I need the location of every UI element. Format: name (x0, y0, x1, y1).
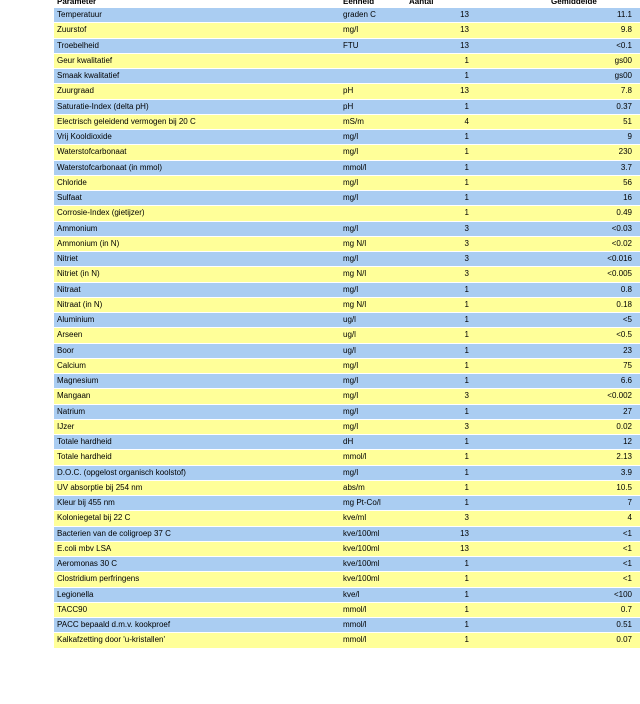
cell-eenheid: abs/m (343, 482, 365, 492)
cell-gemiddelde: 16 (623, 193, 632, 202)
cell-aantal: 1 (464, 71, 469, 80)
table-row (54, 8, 640, 23)
table-row (54, 374, 640, 389)
table-row (54, 496, 640, 511)
table-row (54, 603, 640, 618)
table-row (54, 115, 640, 130)
table-row (54, 511, 640, 526)
cell-gemiddelde: 27 (623, 406, 632, 416)
cell-gemiddelde: <5 (622, 315, 632, 324)
cell-parameter: Boor (57, 345, 74, 355)
cell-parameter: E.coli mbv LSA (57, 543, 112, 553)
cell-aantal: 3 (464, 421, 469, 431)
table-row (54, 435, 640, 450)
cell-gemiddelde: <0.03 (611, 223, 632, 233)
cell-eenheid: mg/l (343, 284, 359, 294)
cell-gemiddelde: 7 (627, 498, 632, 507)
cell-eenheid: mS/m (343, 116, 364, 126)
cell-gemiddelde: <0.002 (607, 391, 632, 401)
cell-gemiddelde: gs00 (614, 55, 632, 65)
cell-eenheid: mg Pt-Co/l (343, 498, 381, 507)
cell-parameter: Nitriet (in N) (57, 269, 100, 279)
table-header (54, 0, 640, 8)
cell-parameter: Chloride (57, 177, 87, 187)
cell-aantal: 1 (464, 482, 469, 492)
cell-parameter: IJzer (57, 421, 75, 431)
cell-gemiddelde: 3.9 (620, 467, 632, 477)
cell-eenheid: dH (343, 437, 354, 446)
cell-aantal: 13 (460, 10, 469, 19)
cell-gemiddelde: 23 (623, 345, 632, 355)
cell-eenheid: pH (343, 101, 354, 111)
table-row (54, 466, 640, 481)
cell-parameter: Waterstofcarbonaat (in mmol) (57, 162, 163, 172)
cell-aantal: 13 (460, 40, 469, 50)
table-row (54, 161, 640, 176)
cell-aantal: 1 (464, 498, 469, 507)
cell-parameter: Clostridium perfringens (57, 574, 140, 584)
table-row (54, 100, 640, 115)
cell-aantal: 1 (464, 193, 469, 202)
table-row (54, 145, 640, 160)
cell-parameter: Ammonium (57, 223, 98, 233)
cell-parameter: Kalkafzetting door 'u-kristallen' (57, 635, 165, 645)
cell-aantal: 1 (464, 132, 469, 141)
table-row (54, 328, 640, 343)
cell-parameter: Totale hardheid (57, 452, 112, 462)
cell-aantal: 1 (464, 376, 469, 385)
cell-eenheid: kve/100ml (343, 543, 380, 553)
cell-parameter: Zuurstof (57, 25, 87, 35)
table-row (54, 237, 640, 252)
table-row (54, 252, 640, 267)
cell-aantal: 1 (464, 604, 469, 614)
table-row (54, 405, 640, 420)
cell-eenheid: mg/l (343, 25, 359, 35)
cell-eenheid: kve/100ml (343, 559, 380, 568)
cell-eenheid: mg/l (343, 132, 359, 141)
cell-aantal: 13 (460, 543, 469, 553)
cell-eenheid: mg N/l (343, 269, 367, 279)
cell-aantal: 3 (464, 238, 469, 248)
cell-aantal: 13 (460, 86, 469, 96)
cell-parameter: Aeromonas 30 C (57, 559, 118, 568)
table-row (54, 222, 640, 237)
cell-gemiddelde: <0.016 (607, 254, 632, 263)
table-row (54, 527, 640, 542)
cell-parameter: Smaak kwalitatief (57, 71, 120, 80)
cell-parameter: Zuurgraad (57, 86, 94, 96)
cell-parameter: Koloniegetal bij 22 C (57, 513, 131, 523)
cell-eenheid: graden C (343, 10, 376, 19)
cell-gemiddelde: 0.8 (620, 284, 632, 294)
cell-aantal: 1 (464, 452, 469, 462)
cell-eenheid: ug/l (343, 345, 356, 355)
cell-eenheid: mg/l (343, 376, 359, 385)
cell-parameter: PACC bepaald d.m.v. kookproef (57, 620, 171, 629)
cell-aantal: 1 (464, 620, 469, 629)
cell-parameter: Ammonium (in N) (57, 238, 120, 248)
cell-aantal: 1 (464, 635, 469, 645)
table-row (54, 633, 640, 648)
cell-parameter: Sulfaat (57, 193, 82, 202)
table-row (54, 359, 640, 374)
cell-parameter: Temperatuur (57, 10, 102, 19)
cell-gemiddelde: <0.02 (611, 238, 632, 248)
cell-aantal: 1 (464, 330, 469, 340)
table-row (54, 450, 640, 465)
table-row (54, 191, 640, 206)
cell-eenheid: mg N/l (343, 299, 367, 309)
table-row (54, 389, 640, 404)
cell-gemiddelde: 9 (627, 132, 632, 141)
cell-parameter: Mangaan (57, 391, 91, 401)
cell-gemiddelde: 0.37 (616, 101, 632, 111)
cell-gemiddelde: 2.13 (616, 452, 632, 462)
cell-eenheid: mmol/l (343, 452, 367, 462)
cell-eenheid: mmol/l (343, 604, 367, 614)
cell-aantal: 1 (464, 162, 469, 172)
cell-eenheid: kve/100ml (343, 574, 380, 584)
cell-gemiddelde: gs00 (614, 71, 632, 80)
cell-gemiddelde: <1 (622, 543, 632, 553)
cell-parameter: Arseen (57, 330, 83, 340)
cell-gemiddelde: 3.7 (620, 162, 632, 172)
header-gemiddelde: Gemiddelde (551, 0, 597, 6)
cell-eenheid: mg/l (343, 193, 359, 202)
cell-parameter: Waterstofcarbonaat (57, 147, 127, 157)
cell-eenheid: mg N/l (343, 238, 367, 248)
cell-gemiddelde: 10.5 (616, 482, 632, 492)
table-row (54, 313, 640, 328)
cell-parameter: Aluminium (57, 315, 95, 324)
table-row (54, 206, 640, 221)
cell-gemiddelde: 230 (618, 147, 632, 157)
cell-parameter: Kleur bij 455 nm (57, 498, 115, 507)
cell-aantal: 3 (464, 254, 469, 263)
cell-parameter: Vrij Kooldioxide (57, 132, 112, 141)
cell-parameter: Saturatie-Index (delta pH) (57, 101, 149, 111)
cell-gemiddelde: 7.8 (620, 86, 632, 96)
cell-eenheid: mg/l (343, 177, 359, 187)
table-row (54, 542, 640, 557)
cell-gemiddelde: <1 (622, 574, 632, 584)
cell-eenheid: mg/l (343, 147, 359, 157)
table-row (54, 283, 640, 298)
cell-eenheid: pH (343, 86, 354, 96)
cell-gemiddelde: 4 (627, 513, 632, 523)
cell-aantal: 3 (464, 269, 469, 279)
cell-aantal: 1 (464, 147, 469, 157)
cell-gemiddelde: 11.1 (617, 10, 632, 19)
cell-aantal: 1 (464, 467, 469, 477)
cell-aantal: 3 (464, 223, 469, 233)
table-row (54, 267, 640, 282)
table-row (54, 618, 640, 633)
cell-gemiddelde: 12 (623, 437, 632, 446)
cell-gemiddelde: <1 (622, 559, 632, 568)
table-row (54, 481, 640, 496)
table-body (54, 8, 640, 649)
cell-gemiddelde: <100 (613, 589, 632, 599)
header-aantal: Aantal (409, 0, 434, 6)
cell-aantal: 1 (464, 55, 469, 65)
cell-gemiddelde: <0.5 (616, 330, 632, 340)
cell-parameter: D.O.C. (opgelost organisch koolstof) (57, 467, 186, 477)
cell-parameter: Legionella (57, 589, 94, 599)
cell-eenheid: mg/l (343, 406, 359, 416)
table-row (54, 344, 640, 359)
table-row (54, 84, 640, 99)
cell-gemiddelde: 9.8 (620, 25, 632, 35)
cell-aantal: 1 (464, 299, 469, 309)
cell-aantal: 1 (464, 284, 469, 294)
cell-aantal: 1 (464, 315, 469, 324)
cell-eenheid: mmol/l (343, 635, 367, 645)
cell-eenheid: kve/100ml (343, 528, 380, 538)
cell-aantal: 1 (464, 406, 469, 416)
cell-aantal: 3 (464, 391, 469, 401)
cell-parameter: Troebelheid (57, 40, 99, 50)
cell-eenheid: mg/l (343, 467, 359, 477)
cell-parameter: Natrium (57, 406, 86, 416)
table-row (54, 572, 640, 587)
cell-parameter: Nitraat (57, 284, 81, 294)
cell-eenheid: FTU (343, 40, 359, 50)
cell-gemiddelde: 0.49 (616, 208, 632, 218)
cell-gemiddelde: 0.18 (616, 299, 632, 309)
cell-gemiddelde: 0.51 (616, 620, 632, 629)
water-quality-table (54, 0, 640, 649)
cell-gemiddelde: 0.7 (620, 604, 632, 614)
cell-gemiddelde: <0.005 (607, 269, 632, 279)
table-row (54, 588, 640, 603)
cell-parameter: Calcium (57, 360, 86, 370)
cell-gemiddelde: 51 (623, 116, 632, 126)
cell-gemiddelde: <1 (622, 528, 632, 538)
cell-gemiddelde: 56 (623, 177, 632, 187)
cell-parameter: Totale hardheid (57, 437, 112, 446)
cell-eenheid: mg/l (343, 360, 359, 370)
cell-eenheid: mmol/l (343, 620, 367, 629)
cell-eenheid: ug/l (343, 315, 356, 324)
cell-aantal: 1 (464, 360, 469, 370)
cell-gemiddelde: 75 (623, 360, 632, 370)
cell-eenheid: kve/l (343, 589, 360, 599)
cell-aantal: 1 (464, 101, 469, 111)
table-row (54, 557, 640, 572)
cell-aantal: 1 (464, 574, 469, 584)
cell-gemiddelde: 6.6 (620, 376, 632, 385)
cell-eenheid: mg/l (343, 254, 359, 263)
cell-gemiddelde: 0.02 (616, 421, 632, 431)
cell-aantal: 1 (464, 208, 469, 218)
cell-aantal: 1 (464, 589, 469, 599)
table-row (54, 69, 640, 84)
header-eenheid: Eenheid (343, 0, 375, 6)
cell-eenheid: mg/l (343, 223, 359, 233)
cell-parameter: TACC90 (57, 604, 88, 614)
cell-parameter: Electrisch geleidend vermogen bij 20 C (57, 116, 196, 126)
table-row (54, 420, 640, 435)
cell-aantal: 1 (464, 177, 469, 187)
cell-gemiddelde: 0.07 (616, 635, 632, 645)
cell-parameter: Bacterien van de coligroep 37 C (57, 528, 171, 538)
cell-parameter: UV absorptie bij 254 nm (57, 482, 143, 492)
cell-parameter: Magnesium (57, 376, 99, 385)
cell-eenheid: mmol/l (343, 162, 367, 172)
table-row (54, 54, 640, 69)
cell-aantal: 13 (460, 528, 469, 538)
cell-aantal: 1 (464, 559, 469, 568)
cell-gemiddelde: <0.1 (616, 40, 632, 50)
table-row (54, 298, 640, 313)
table-row (54, 176, 640, 191)
cell-parameter: Nitriet (57, 254, 78, 263)
cell-aantal: 4 (464, 116, 469, 126)
table-row (54, 23, 640, 38)
cell-eenheid: mg/l (343, 391, 359, 401)
cell-aantal: 1 (464, 437, 469, 446)
cell-parameter: Geur kwalitatief (57, 55, 113, 65)
cell-aantal: 13 (460, 25, 469, 35)
cell-parameter: Corrosie-Index (gietijzer) (57, 208, 145, 218)
table-row (54, 130, 640, 145)
header-parameter: Parameter (57, 0, 97, 6)
cell-eenheid: ug/l (343, 330, 356, 340)
cell-aantal: 1 (464, 345, 469, 355)
cell-eenheid: kve/ml (343, 513, 367, 523)
cell-parameter: Nitraat (in N) (57, 299, 103, 309)
table-row (54, 39, 640, 54)
cell-eenheid: mg/l (343, 421, 359, 431)
cell-aantal: 3 (464, 513, 469, 523)
